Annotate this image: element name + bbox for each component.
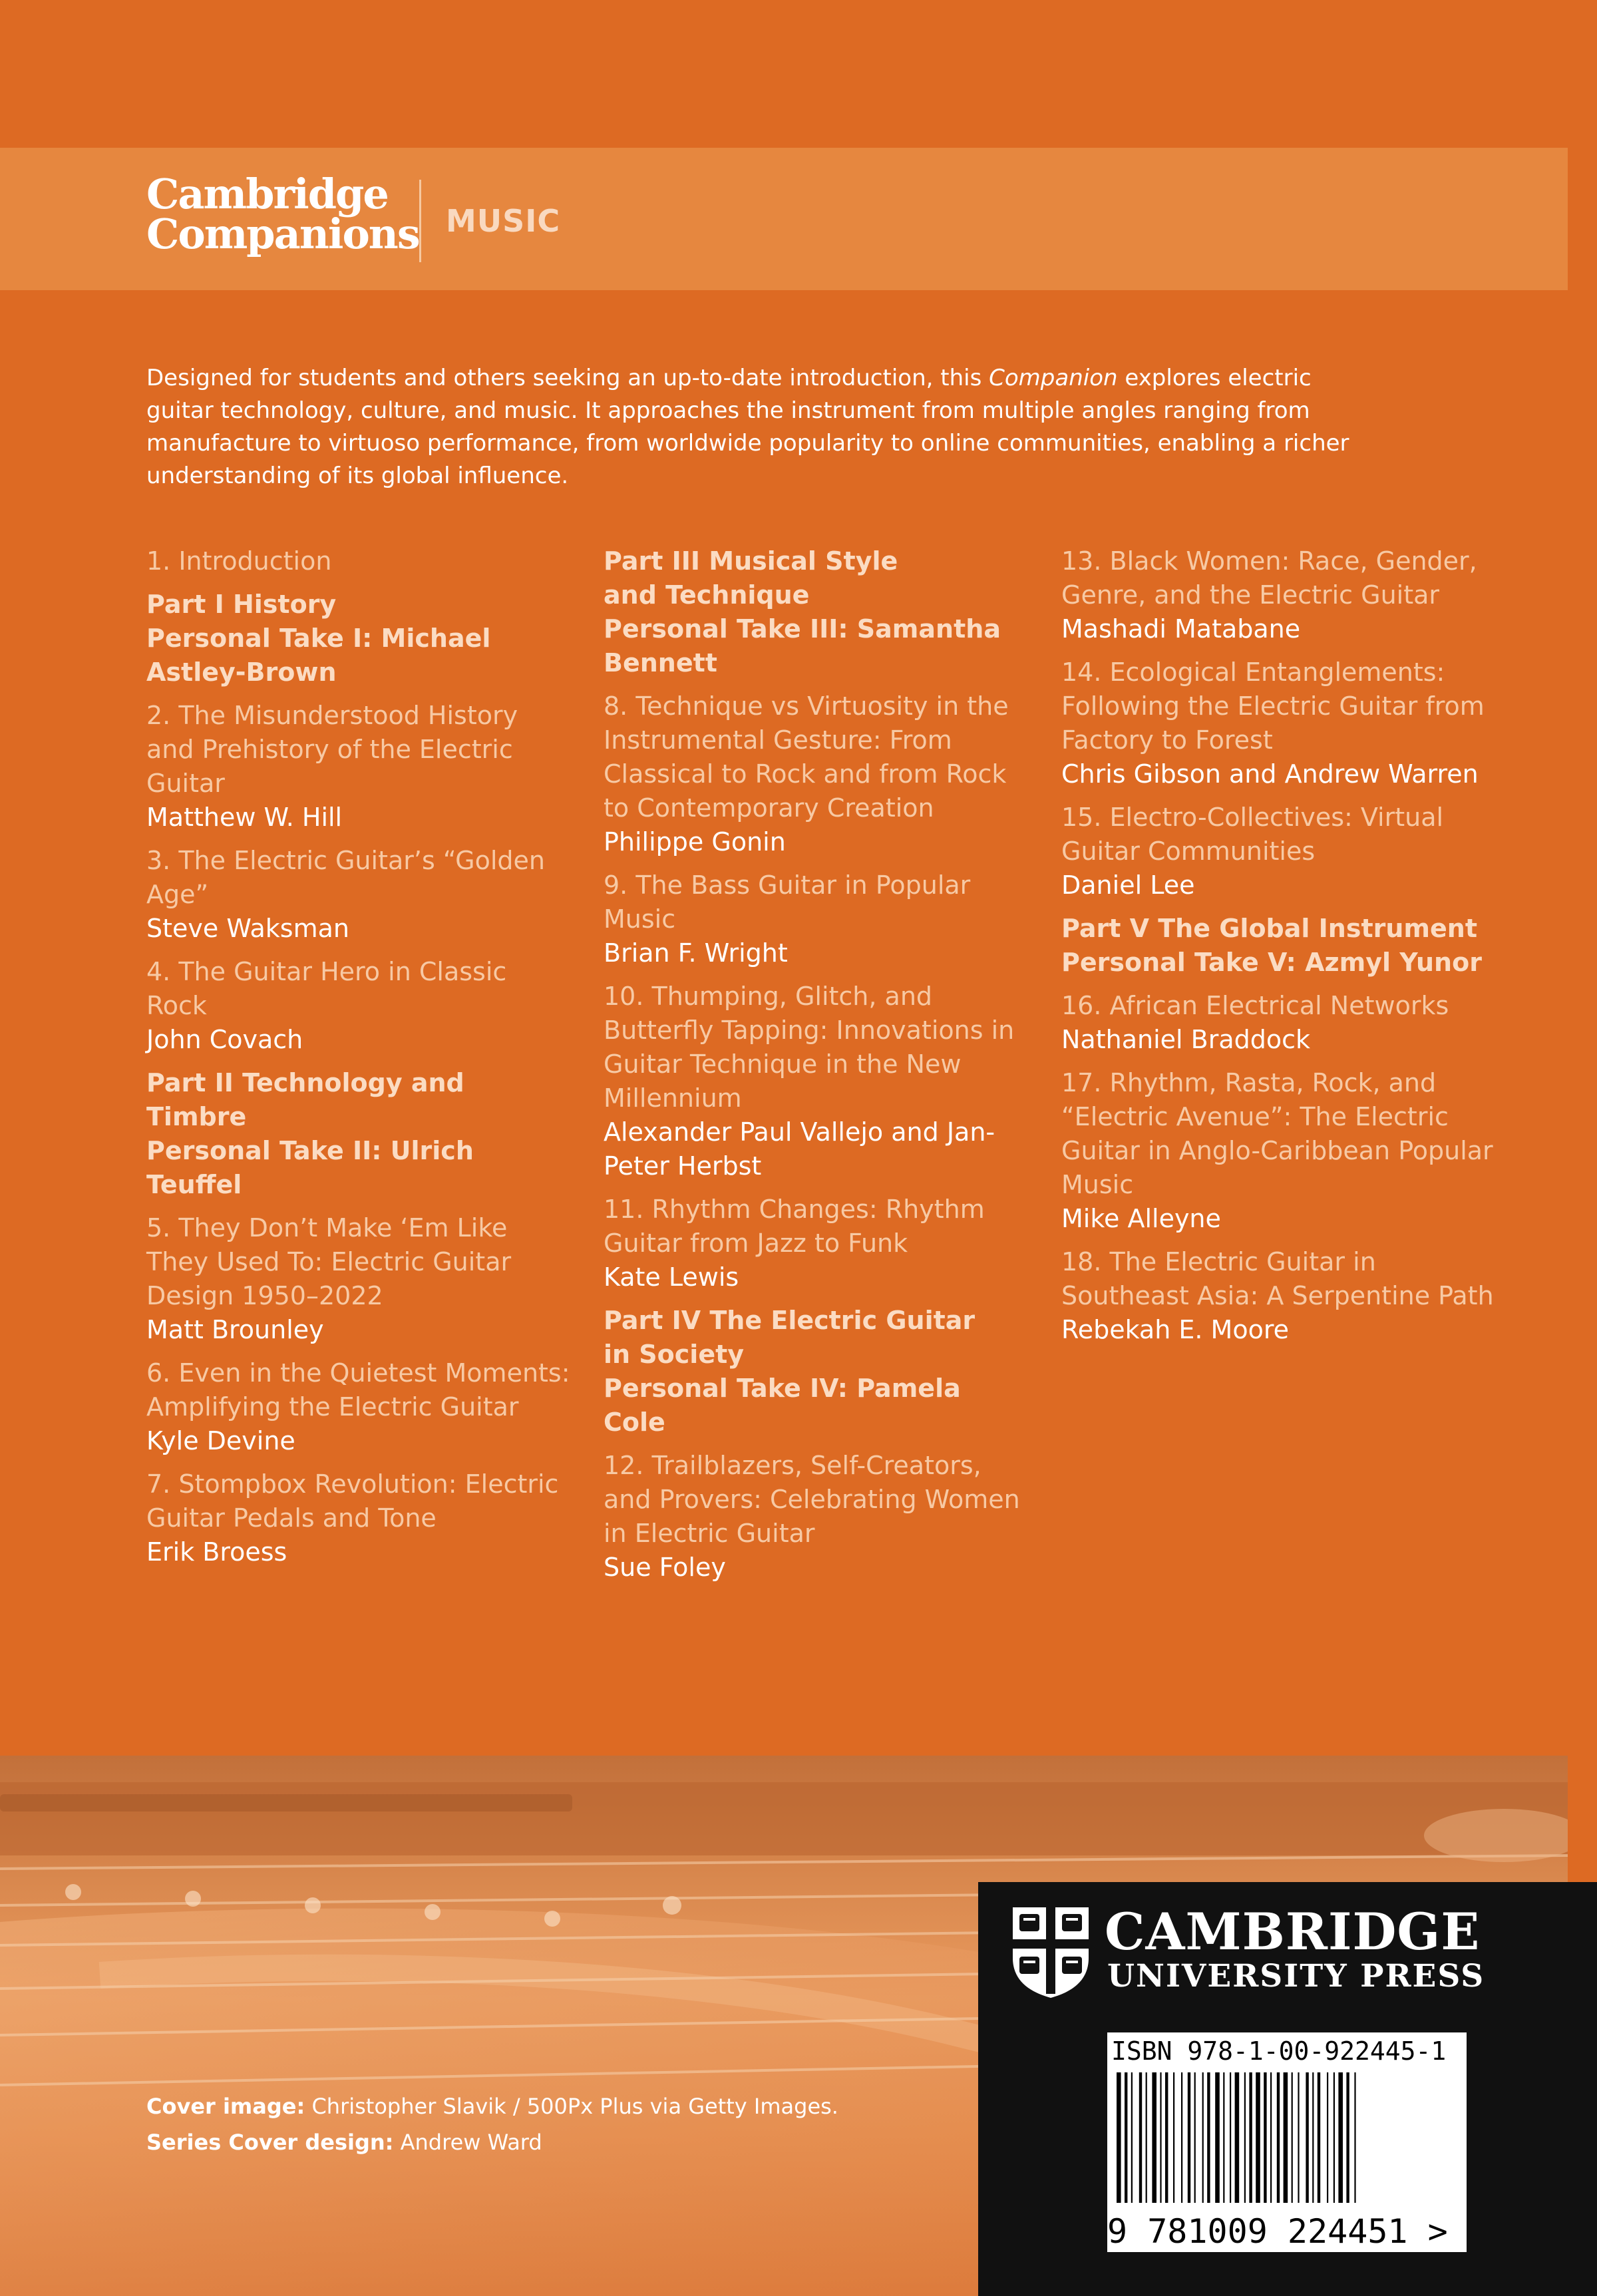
toc-chapter: [146, 844, 572, 946]
chapter-author: Kyle Devine: [146, 1426, 295, 1455]
barcode-bar: [1270, 2072, 1272, 2203]
chapter-author: Daniel Lee: [1061, 870, 1195, 900]
toc-chapter: [604, 689, 1029, 859]
toc-chapter: [146, 1467, 572, 1569]
toc-chapter: [1061, 544, 1501, 646]
toc-chapter: [604, 980, 1029, 1183]
barcode-bar: [1298, 2072, 1299, 2203]
barcode-bar: [1354, 2072, 1355, 2203]
barcode-bar: [1338, 2072, 1343, 2203]
barcode-bar: [1215, 2072, 1220, 2203]
barcode-bar: [1139, 2072, 1142, 2203]
chapter-title: 16. African Electrical Networks: [1061, 991, 1449, 1020]
toc-part-heading: Part III Musical Style and Technique Personal Take III: Samantha Bennett: [604, 546, 1001, 677]
barcode-bar: [1131, 2072, 1133, 2203]
chapter-author: Nathaniel Braddock: [1061, 1025, 1311, 1054]
barcode-bar: [1194, 2072, 1196, 2203]
toc-chapter: [146, 955, 572, 1057]
toc-chapter: [146, 544, 572, 578]
chapter-title: 7. Stompbox Revolution: Electric Guitar Pedals and Tone: [146, 1469, 559, 1533]
chapter-title: 10. Thumping, Glitch, and Butterfly Tapping: Innovations in Guitar Technique in the New Millennium: [604, 982, 1015, 1113]
barcode-bar: [1249, 2072, 1252, 2203]
publisher-name: CAMBRIDGE: [1105, 1902, 1481, 1961]
chapter-author: Erik Broess: [146, 1537, 287, 1567]
barcode-bar: [1292, 2072, 1293, 2203]
barcode-bar: [1264, 2072, 1266, 2203]
barcode-bar: [1284, 2072, 1288, 2203]
toc-column-3: [1061, 544, 1501, 1356]
barcode-bar: [1202, 2072, 1204, 2203]
barcode-bar: [1327, 2072, 1328, 2203]
toc-chapter: [146, 699, 572, 835]
cover-image-credit: [146, 2088, 945, 2124]
cover-image-label: Cover image:: [146, 2094, 305, 2119]
toc-part-heading: Part I History Personal Take I: Michael Astley-Brown: [146, 590, 491, 687]
cover-credits: [146, 2088, 945, 2160]
chapter-title: 14. Ecological Entanglements: Following the Electric Guitar from Factory to Forest: [1061, 658, 1485, 755]
chapter-author: Matt Brounley: [146, 1315, 324, 1344]
barcode-bar: [1230, 2072, 1231, 2203]
chapter-title: 1. Introduction: [146, 546, 332, 576]
toc-part-heading: Part IV The Electric Guitar in Society Personal Take IV: Pamela Cole: [604, 1306, 976, 1437]
toc-part-heading: Part V The Global Instrument Personal Take V: Azmyl Yunor: [1061, 914, 1482, 977]
chapter-title: 5. They Don’t Make ‘Em Like They Used To: Electric Guitar Design 1950–2022: [146, 1213, 512, 1310]
barcode-bar: [1188, 2072, 1190, 2203]
barcode-bar: [1152, 2072, 1156, 2203]
barcode-bar: [1244, 2072, 1246, 2203]
blurb-emphasis: Companion: [989, 365, 1118, 391]
barcode-icon: [1107, 2068, 1467, 2208]
barcode-bar: [1306, 2072, 1308, 2203]
chapter-author: Alexander Paul Vallejo and Jan-Peter Herbst: [604, 1117, 995, 1181]
chapter-title: 15. Electro-Collectives: Virtual Guitar Communities: [1061, 803, 1444, 866]
barcode-bar: [1333, 2072, 1335, 2203]
book-description: [146, 362, 1351, 492]
chapter-title: 12. Trailblazers, Self-Creators, and Provers: Celebrating Women in Electric Guitar: [604, 1451, 1020, 1548]
chapter-title: 2. The Misunderstood History and Prehistory of the Electric Guitar: [146, 701, 518, 798]
chapter-author: Steve Waksman: [146, 914, 349, 943]
barcode-bar: [1207, 2072, 1210, 2203]
brand-divider: [419, 180, 421, 262]
series-design-label: Series Cover design:: [146, 2130, 394, 2155]
toc-chapter: [1061, 1245, 1501, 1347]
cover-image-value: Christopher Slavik / 500Px Plus via Getty Images.: [305, 2094, 838, 2119]
isbn-label: ISBN 978-1-00-922445-1: [1111, 2036, 1447, 2066]
chapter-title: 8. Technique vs Virtuosity in the Instrumental Gesture: From Classical to Rock and from Rock to Contemporary Creation: [604, 691, 1009, 823]
blurb-end: explores electric guitar technology, culture, and music. It approaches the instrument from multiple angles ranging from manufacture to virtuoso performance, from worldwide popularity to online communities, enabling a richer understanding of its global influence.: [146, 365, 1349, 489]
barcode-bar: [1117, 2072, 1121, 2203]
chapter-author: Matthew W. Hill: [146, 803, 343, 832]
barcode-bar: [1235, 2072, 1240, 2203]
barcode-bar: [1312, 2072, 1314, 2203]
chapter-author: Chris Gibson and Andrew Warren: [1061, 759, 1479, 789]
chapter-title: 4. The Guitar Hero in Classic Rock: [146, 957, 507, 1020]
barcode-bar: [1223, 2072, 1224, 2203]
toc-column-1: [146, 544, 572, 1579]
publisher-subname: UNIVERSITY PRESS: [1107, 1958, 1485, 1995]
cambridge-companions-logo: [146, 170, 419, 258]
toc-part-heading: Part II Technology and Timbre Personal Take II: Ulrich Teuffel: [146, 1068, 474, 1199]
barcode-bar: [1318, 2072, 1320, 2203]
barcode-bar: [1165, 2072, 1168, 2203]
barcode-bar: [1181, 2072, 1182, 2203]
barcode-bar: [1256, 2072, 1260, 2203]
chapter-title: 6. Even in the Quietest Moments: Amplifying the Electric Guitar: [146, 1358, 570, 1422]
toc-chapter: [604, 868, 1029, 970]
toc-chapter: [1061, 801, 1501, 902]
toc-chapter: [146, 1356, 572, 1458]
chapter-title: 3. The Electric Guitar’s “Golden Age”: [146, 846, 546, 909]
chapter-title: 18. The Electric Guitar in Southeast Asia: A Serpentine Path: [1061, 1247, 1494, 1310]
chapter-author: Brian F. Wright: [604, 938, 788, 968]
barcode-bar: [1346, 2072, 1349, 2203]
brand-line1: Cambridge: [146, 170, 388, 218]
toc-chapter: [1061, 989, 1501, 1057]
toc-chapter: [146, 1211, 572, 1347]
series-name: MUSIC: [446, 203, 561, 239]
barcode-digits: 9 781009 224451 >: [1107, 2212, 1448, 2251]
barcode-bar: [1160, 2072, 1161, 2203]
chapter-author: John Covach: [146, 1025, 303, 1054]
chapter-title: 17. Rhythm, Rasta, Rock, and “Electric Avenue”: The Electric Guitar in Anglo-Caribbean Popular Music: [1061, 1068, 1493, 1199]
barcode-bar: [1277, 2072, 1280, 2203]
chapter-author: Mike Alleyne: [1061, 1204, 1221, 1233]
chapter-author: Sue Foley: [604, 1553, 726, 1582]
chapter-title: 11. Rhythm Changes: Rhythm Guitar from Jazz to Funk: [604, 1195, 985, 1258]
chapter-author: Kate Lewis: [604, 1262, 739, 1292]
chapter-title: 9. The Bass Guitar in Popular Music: [604, 870, 971, 934]
brand-line2: Companions: [146, 210, 419, 258]
chapter-author: Rebekah E. Moore: [1061, 1315, 1289, 1344]
toc-chapter: [604, 1193, 1029, 1294]
series-design-value: Andrew Ward: [393, 2130, 542, 2155]
barcode-bar: [1125, 2072, 1127, 2203]
toc-chapter: [1061, 1066, 1501, 1236]
chapter-author: Philippe Gonin: [604, 827, 786, 857]
toc-column-2: [604, 544, 1029, 1594]
barcode-bar: [1173, 2072, 1174, 2203]
barcode-bar: [1146, 2072, 1147, 2203]
chapter-author: Mashadi Matabane: [1061, 614, 1301, 644]
blurb-start: Designed for students and others seeking an up-to-date introduction, this: [146, 365, 989, 391]
toc-chapter: [604, 1449, 1029, 1585]
chapter-title: 13. Black Women: Race, Gender, Genre, and the Electric Guitar: [1061, 546, 1477, 610]
series-design-credit: [146, 2124, 945, 2160]
cambridge-crest-icon: [1010, 1905, 1091, 1999]
toc-chapter: [1061, 656, 1501, 791]
